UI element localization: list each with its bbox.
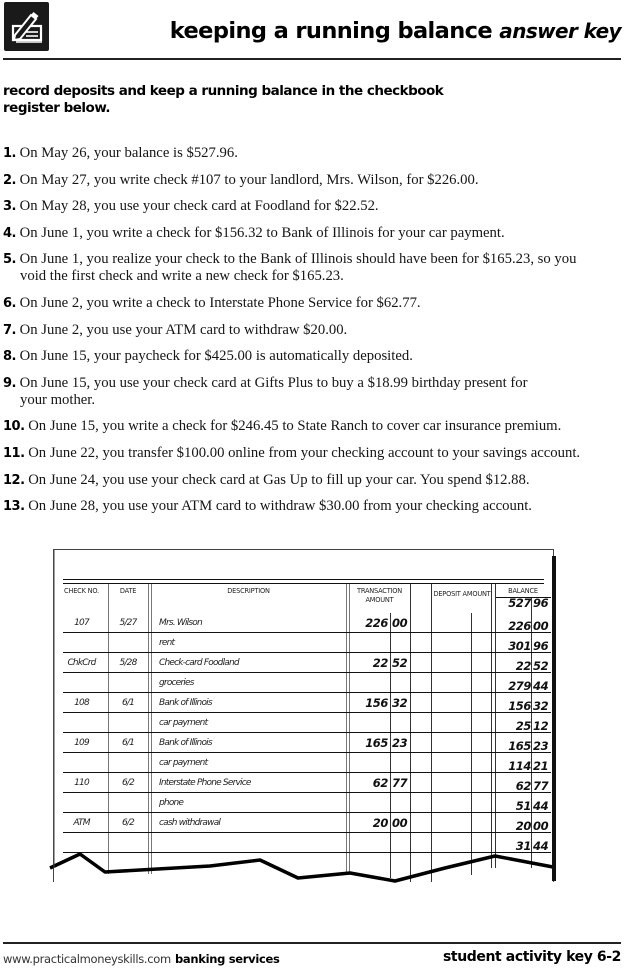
item-text: On May 28, you use your check card at Foodland for $22.52. — [19, 198, 379, 215]
footer-divider — [3, 942, 621, 944]
header-description: DESCRIPTION — [227, 587, 270, 595]
torn-edge — [50, 550, 570, 895]
scenario-item — [3, 472, 623, 489]
checkbook-register — [53, 549, 554, 882]
scenario-item — [3, 375, 623, 409]
date: 5/28 — [119, 658, 137, 668]
balance-cents: 52 — [533, 659, 549, 673]
balance-cents: 44 — [533, 679, 549, 693]
transaction-dollars: 22 — [372, 656, 388, 670]
balance-dollars: 20 — [515, 819, 531, 833]
item-text: On May 26, your balance is $527.96. — [19, 145, 238, 161]
description: cash withdrawal — [159, 818, 221, 828]
check-no: 109 — [74, 738, 89, 748]
item-number: 11. — [3, 445, 25, 461]
item-number: 6. — [3, 295, 16, 311]
description: Interstate Phone Service — [159, 778, 251, 788]
transaction-dollars: 20 — [372, 816, 388, 830]
item-number: 3. — [3, 199, 16, 215]
header-deposit: DEPOSIT AMOUNT — [433, 590, 491, 598]
title-subtitle: answer key — [499, 19, 621, 43]
check-no: 108 — [74, 698, 89, 708]
balance-cents: 44 — [533, 839, 549, 853]
balance-dollars: 301 — [508, 639, 531, 653]
transaction-dollars: 156 — [365, 696, 388, 710]
description: rent — [159, 638, 175, 648]
scenario-item — [3, 145, 623, 162]
check-no: ATM — [73, 818, 90, 828]
description: Mrs. Wilson — [159, 618, 202, 628]
transaction-dollars: 226 — [365, 616, 388, 630]
balance-dollars: 22 — [515, 659, 531, 673]
item-text-continued: void the first check and write a new check for $165.23. — [20, 268, 344, 285]
opening-balance-cents: 96 — [533, 596, 549, 610]
header-date: DATE — [119, 587, 137, 595]
scenario-item — [3, 418, 623, 435]
scenario-item — [3, 225, 623, 242]
description: phone — [159, 798, 184, 808]
description: car payment — [159, 758, 208, 768]
date: 6/1 — [121, 738, 135, 748]
balance-dollars: 165 — [508, 739, 531, 753]
date: 5/27 — [119, 618, 137, 628]
footer-left — [3, 952, 280, 966]
transaction-cents: 32 — [392, 696, 408, 710]
footer-url[interactable]: www.practicalmoneyskills.com — [3, 952, 171, 966]
check-no: 110 — [74, 778, 89, 788]
header-check-no: CHECK NO. — [64, 587, 99, 595]
item-number: 12. — [3, 472, 25, 488]
instructions: record deposits and keep a running balance in the checkbook register below. — [3, 83, 444, 116]
date: 6/1 — [121, 698, 135, 708]
item-number: 2. — [3, 172, 16, 188]
item-number: 8. — [3, 349, 16, 365]
transaction-cents: 77 — [392, 776, 408, 790]
item-text: On June 15, you write a check for $246.45 to State Ranch to cover car insurance premium. — [28, 418, 562, 435]
balance-dollars: 51 — [515, 799, 531, 813]
item-number: 7. — [3, 322, 16, 338]
balance-cents: 21 — [533, 759, 549, 773]
item-number: 1. — [3, 146, 16, 161]
item-text: On June 28, you use your ATM card to withdraw $30.00 from your checking account. — [28, 498, 532, 515]
description: car payment — [159, 718, 208, 728]
item-text: On June 15, you use your check card at Gifts Plus to buy a $18.99 birthday present for — [19, 374, 528, 391]
register-shadow — [552, 556, 565, 881]
transaction-cents: 52 — [392, 656, 408, 670]
item-number: 13. — [3, 499, 25, 515]
balance-cents: 23 — [533, 739, 549, 753]
page-title — [170, 18, 621, 44]
check-no: 107 — [74, 618, 89, 628]
scenario-item — [3, 198, 623, 215]
item-number: 9. — [3, 375, 16, 391]
balance-cents: 00 — [533, 619, 549, 633]
balance-dollars: 31 — [515, 839, 531, 853]
description: groceries — [159, 678, 194, 688]
transaction-dollars: 62 — [372, 776, 388, 790]
balance-cents: 00 — [533, 819, 549, 833]
description: Bank of Illinois — [159, 698, 212, 708]
item-text: On May 27, you write check #107 to your landlord, Mrs. Wilson, for $226.00. — [19, 171, 479, 188]
date: 6/2 — [121, 818, 135, 828]
footer-page-label: student activity key 6-2 — [442, 949, 621, 965]
balance-cents: 77 — [533, 779, 549, 793]
balance-cents: 96 — [533, 639, 549, 653]
balance-cents: 12 — [533, 719, 549, 733]
item-text: On June 1, you write a check for $156.32 to Bank of Illinois for your car payment. — [19, 224, 505, 241]
scenario-item — [3, 322, 623, 339]
scenario-item — [3, 445, 623, 462]
header-transaction: TRANSACTION AMOUNT — [357, 587, 402, 604]
item-number: 4. — [3, 225, 16, 241]
item-text: On June 15, your paycheck for $425.00 is automatically deposited. — [19, 348, 413, 365]
balance-cents: 44 — [533, 799, 549, 813]
transaction-cents: 00 — [392, 616, 408, 630]
date: 6/2 — [121, 778, 135, 788]
header-divider — [3, 58, 621, 60]
item-text-continued: your mother. — [20, 391, 96, 408]
balance-dollars: 226 — [508, 619, 531, 633]
transaction-dollars: 165 — [365, 736, 388, 750]
balance-dollars: 156 — [508, 699, 531, 713]
item-text: On June 1, you realize your check to the Bank of Illinois should have been for $165.23, so you — [19, 251, 577, 268]
title-text: keeping a running balance — [169, 18, 493, 44]
item-text: On June 22, you transfer $100.00 online from your checking account to your savings account. — [28, 444, 581, 461]
item-text: On June 24, you use your check card at Gas Up to fill up your car. You spend $12.88. — [28, 471, 530, 488]
transaction-cents: 00 — [392, 816, 408, 830]
scenario-item — [3, 295, 623, 312]
description: Bank of Illinois — [159, 738, 212, 748]
scenario-item — [3, 498, 623, 515]
item-text: On June 2, you write a check to Interstate Phone Service for $62.77. — [19, 294, 421, 311]
item-number: 5. — [3, 252, 16, 268]
scenario-item — [3, 251, 623, 285]
pencil-check-icon — [4, 2, 49, 51]
balance-dollars: 62 — [515, 779, 531, 793]
footer-section: banking services — [174, 952, 280, 966]
check-no: ChkCrd — [67, 658, 96, 668]
item-text: On June 2, you use your ATM card to withdraw $20.00. — [19, 321, 348, 338]
balance-cents: 32 — [533, 699, 549, 713]
description: Check-card Foodland — [159, 658, 239, 668]
transaction-cents: 23 — [392, 736, 408, 750]
scenario-list — [3, 145, 623, 525]
item-number: 10. — [3, 419, 25, 435]
balance-dollars: 114 — [508, 759, 531, 773]
scenario-item — [3, 348, 623, 365]
opening-balance-dollars: 527 — [508, 596, 531, 610]
header-balance: BALANCE — [508, 587, 538, 595]
balance-dollars: 279 — [508, 679, 531, 693]
balance-dollars: 25 — [515, 719, 531, 733]
scenario-item — [3, 172, 623, 189]
